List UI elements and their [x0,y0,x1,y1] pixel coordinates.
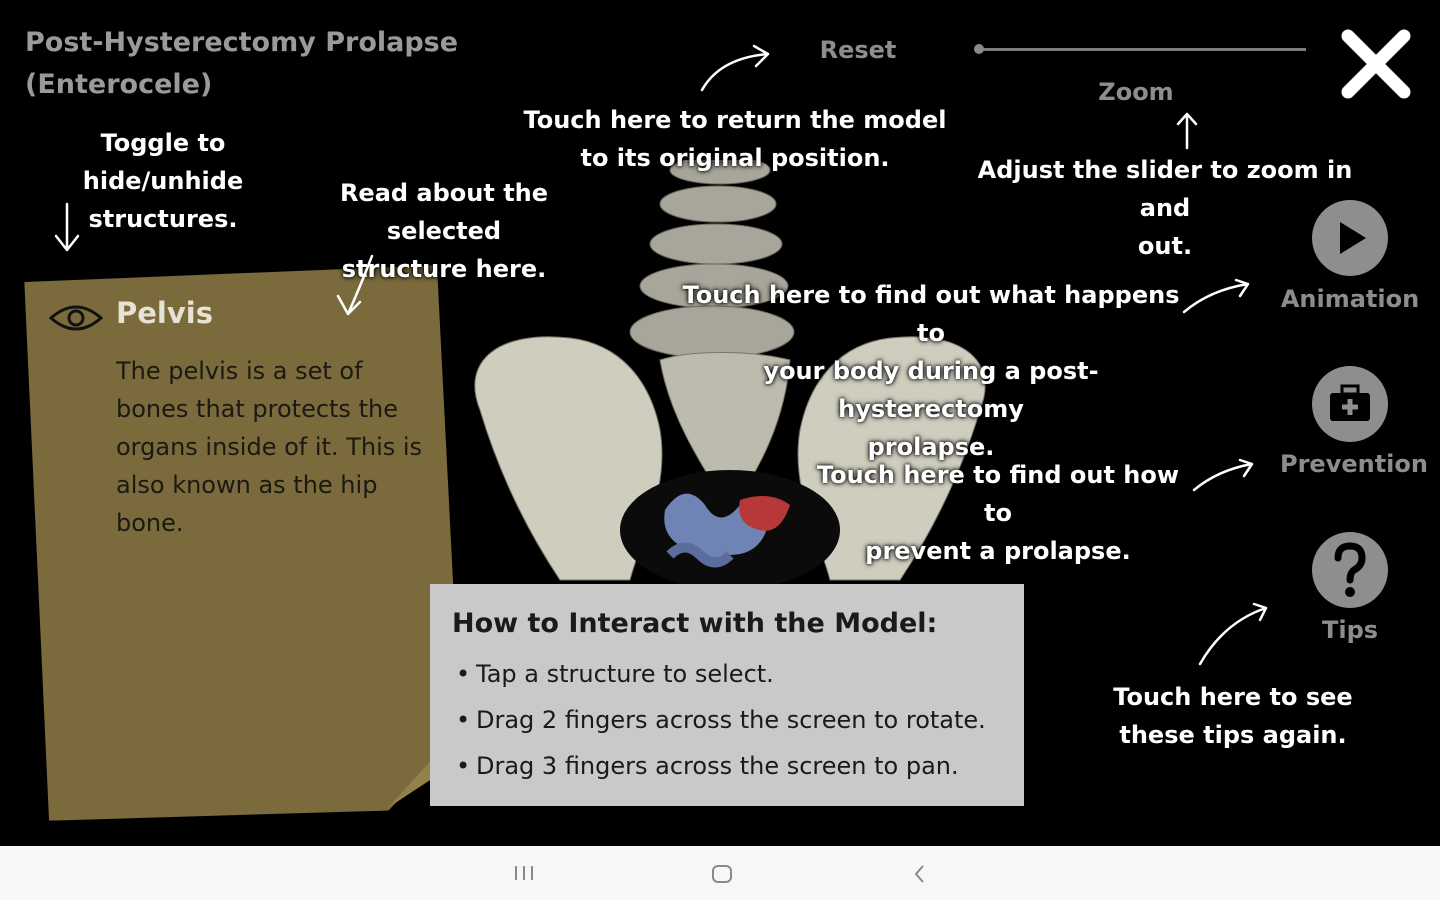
tip-line: Touch here to find out how to [816,461,1180,527]
question-icon [1330,542,1370,598]
home-icon[interactable] [710,864,734,884]
tip-line: Toggle to hide/unhide [82,129,244,195]
note-title: Pelvis [116,296,213,330]
arrow-down-left-icon [330,252,380,322]
close-icon[interactable] [1338,26,1414,102]
note-line: organs inside of it. This is [116,433,423,461]
tip-prevention [800,456,1196,570]
tip-line: prevent a prolapse. [865,537,1131,565]
page-title [25,22,485,106]
prevention-label[interactable]: Prevention [1280,450,1428,478]
tip-animation [676,276,1186,466]
arrow-right-icon [1180,276,1256,318]
tip-line: Touch here to return the model [523,106,947,134]
tip-zoom [960,151,1370,265]
tip-line: Adjust the slider to zoom in and [977,156,1353,222]
zoom-slider-track[interactable] [976,48,1306,51]
interaction-help-list [452,651,1002,789]
tip-line: structure here. [341,255,547,283]
tip-reset [520,101,950,177]
animation-label[interactable]: Animation [1280,285,1420,313]
list-item: • Drag 3 fingers across the screen to pan. [476,743,1002,789]
prevention-button[interactable] [1312,366,1388,442]
info-note-panel [24,265,462,821]
note-line: bones that protects the [116,395,398,423]
tips-button-circle[interactable] [1312,532,1388,608]
interaction-help-box [430,584,1024,806]
note-line: bone. [116,509,184,537]
tips-label[interactable]: Tips [1321,616,1379,644]
title-line-2: (Enterocele) [25,69,213,100]
note-body [116,352,436,542]
reset-button[interactable]: Reset [819,36,897,64]
arrow-up-icon [1172,108,1202,150]
tip-line: prolapse. [867,433,995,461]
note-paper [24,265,462,821]
tip-line: your body during a post-hysterectomy [763,357,1099,423]
note-line: The pelvis is a set of [116,357,363,385]
tip-line: structures. [88,205,238,233]
tip-line: out. [1137,232,1193,260]
prevention-button-circle[interactable] [1312,366,1388,442]
list-item: • Drag 2 fingers across the screen to rotate. [476,697,1002,743]
back-icon[interactable] [910,864,930,884]
eye-icon[interactable] [48,300,104,336]
tips-button[interactable] [1312,532,1388,608]
tip-tips [1106,678,1360,754]
zoom-slider-handle[interactable] [974,44,984,54]
list-item: • Tap a structure to select. [476,651,1002,697]
tip-line: these tips again. [1119,721,1347,749]
animation-button[interactable] [1312,200,1388,276]
arrow-right-icon [1190,456,1260,496]
arrow-down-icon [50,200,86,256]
zoom-label: Zoom [1098,78,1174,106]
tip-line: to its original position. [580,144,890,172]
note-line: also known as the hip [116,471,378,499]
recent-apps-icon[interactable] [512,864,536,882]
play-icon [1330,218,1370,258]
arrow-up-right-icon [1194,598,1274,670]
arrow-up-right-icon [696,40,780,96]
system-navigation-bar [0,846,1440,900]
tip-line: Touch here to find out what happens to [682,281,1180,347]
title-line-1: Post-Hysterectomy Prolapse [25,27,459,58]
animation-button-circle[interactable] [1312,200,1388,276]
medical-kit-icon [1327,384,1373,424]
tip-line: Read about the selected [339,179,549,245]
tip-line: Touch here to see [1113,683,1353,711]
interaction-help-title: How to Interact with the Model: [452,608,938,639]
